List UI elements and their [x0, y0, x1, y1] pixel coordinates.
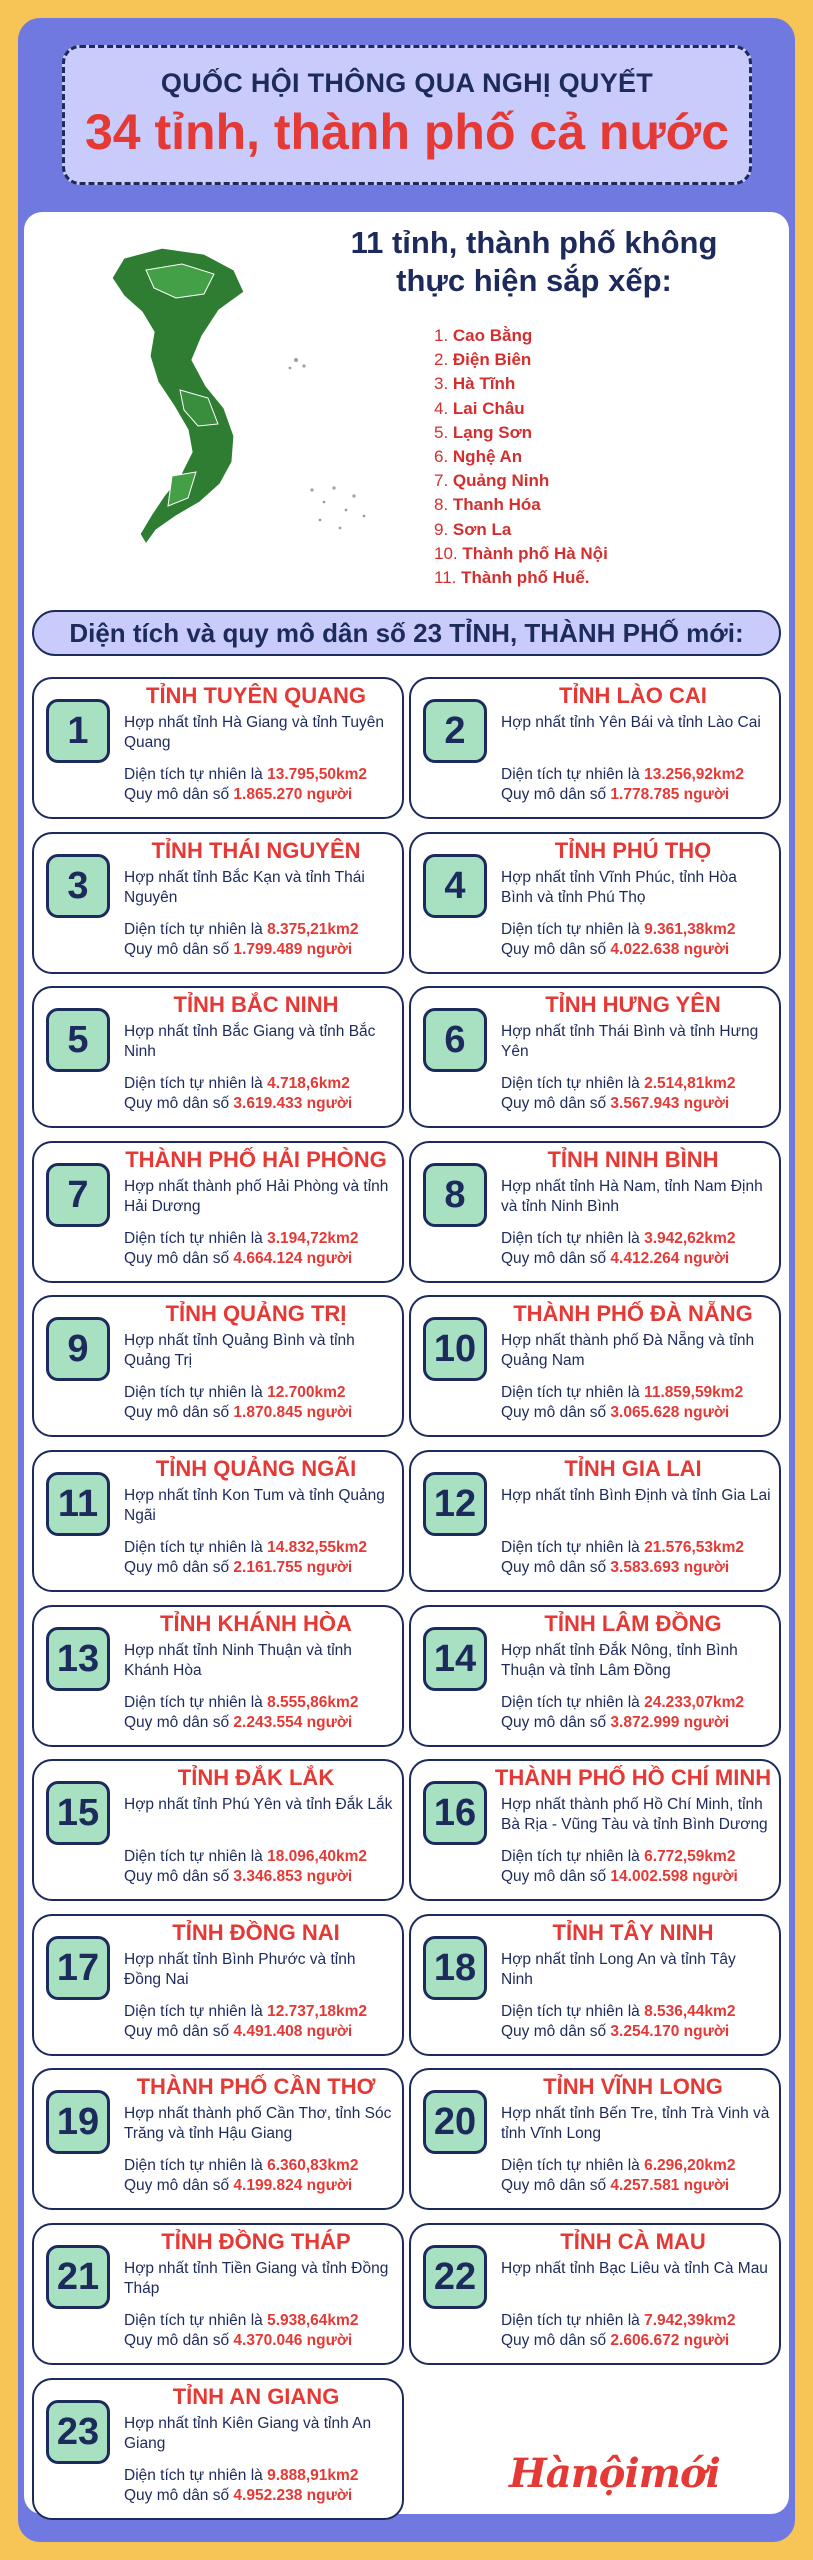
area-label: Diện tích tự nhiên là	[124, 2312, 268, 2329]
province-merge-text: Hợp nhất tỉnh Đắk Nông, tỉnh Bình Thuận và tỉnh Lâm Đồng	[501, 1642, 738, 1679]
province-number-badge: 17	[46, 1936, 110, 2000]
province-merge-text: Hợp nhất tỉnh Kon Tum và tỉnh Quảng Ngãi	[124, 1487, 385, 1524]
population-value: 4.664.124 người	[233, 1250, 353, 1267]
population-label: Quy mô dân số	[124, 1868, 234, 1885]
province-card	[32, 2223, 404, 2365]
province-stats	[124, 920, 398, 960]
population-line	[124, 1249, 398, 1269]
population-value: 2.243.554 người	[233, 1714, 353, 1731]
province-number-badge: 1	[46, 699, 110, 763]
province-stats	[501, 765, 775, 805]
area-line	[124, 1229, 398, 1249]
province-card	[409, 832, 781, 974]
kept-item	[434, 397, 608, 421]
population-value: 1.799.489 người	[233, 941, 353, 958]
province-name: TỈNH VĨNH LONG	[543, 2074, 723, 2099]
kept-item-name: Hà Tĩnh	[452, 374, 516, 394]
population-line	[124, 940, 398, 960]
area-value: 3.942,62km2	[644, 1230, 736, 1247]
area-value: 7.942,39km2	[644, 2312, 736, 2329]
population-line	[124, 1713, 398, 1733]
population-line	[501, 1249, 775, 1269]
area-label: Diện tích tự nhiên là	[501, 1848, 645, 1865]
province-card	[409, 1914, 781, 2056]
province-stats	[124, 1383, 398, 1423]
area-value: 12.700km2	[267, 1384, 346, 1401]
province-card	[409, 1759, 781, 1901]
province-card	[409, 1605, 781, 1747]
province-merge-text: Hợp nhất tỉnh Thái Bình và tỉnh Hưng Yên	[501, 1023, 759, 1060]
area-line	[501, 765, 775, 785]
population-label: Quy mô dân số	[501, 1250, 611, 1267]
population-value: 1.865.270 người	[233, 786, 353, 803]
area-label: Diện tích tự nhiên là	[124, 1694, 268, 1711]
province-stats	[124, 1847, 398, 1887]
area-line	[501, 1229, 775, 1249]
area-label: Diện tích tự nhiên là	[124, 1539, 268, 1556]
province-name: TỈNH PHÚ THỌ	[554, 838, 712, 863]
area-value: 18.096,40km2	[267, 1848, 368, 1865]
population-label: Quy mô dân số	[124, 786, 234, 803]
area-label: Diện tích tự nhiên là	[501, 1539, 645, 1556]
population-label: Quy mô dân số	[501, 2332, 611, 2349]
kept-item-number: 4.	[434, 398, 453, 418]
area-label: Diện tích tự nhiên là	[124, 2157, 268, 2174]
title-line1: QUỐC HỘI THÔNG QUA NGHỊ QUYẾT	[160, 68, 654, 98]
population-label: Quy mô dân số	[124, 1714, 234, 1731]
population-value: 4.491.408 người	[233, 2023, 353, 2040]
province-merge-text: Hợp nhất tỉnh Bắc Giang và tỉnh Bắc Ninh	[124, 1023, 376, 1060]
province-stats	[501, 1383, 775, 1423]
province-number-badge: 6	[423, 1008, 487, 1072]
area-label: Diện tích tự nhiên là	[124, 766, 268, 783]
population-line	[501, 785, 775, 805]
area-value: 9.888,91km2	[267, 2467, 359, 2484]
area-value: 5.938,64km2	[267, 2312, 359, 2329]
province-card	[409, 986, 781, 1128]
province-name: TỈNH HƯNG YÊN	[545, 992, 721, 1017]
kept-item	[434, 372, 608, 396]
population-value: 1.870.845 người	[233, 1404, 353, 1421]
province-name: TỈNH ĐỒNG THÁP	[161, 2229, 351, 2254]
population-label: Quy mô dân số	[501, 1095, 611, 1112]
area-value: 3.194,72km2	[267, 1230, 359, 1247]
province-name: TỈNH LÂM ĐỒNG	[544, 1611, 722, 1636]
kept-item-number: 6.	[434, 447, 453, 467]
kept-item-name: Thành phố Hà Nội	[462, 543, 608, 563]
area-label: Diện tích tự nhiên là	[124, 1848, 268, 1865]
kept-item-name: Lai Châu	[452, 398, 525, 418]
province-stats	[124, 1074, 398, 1114]
area-value: 8.375,21km2	[267, 921, 359, 938]
area-label: Diện tích tự nhiên là	[124, 1075, 268, 1092]
kept-item-name: Cao Bằng	[452, 326, 533, 345]
population-line	[124, 2022, 398, 2042]
province-card	[32, 1759, 404, 1901]
population-value: 1.778.785 người	[610, 786, 730, 803]
province-merge-text: Hợp nhất tỉnh Quảng Bình và tỉnh Quảng Trị	[124, 1332, 355, 1369]
province-name: TỈNH ĐỒNG NAI	[172, 1920, 340, 1945]
area-value: 24.233,07km2	[644, 1694, 745, 1711]
province-merge-text: Hợp nhất tỉnh Bến Tre, tỉnh Trà Vinh và tỉnh Vĩnh Long	[501, 2105, 770, 2142]
province-number-badge: 18	[423, 1936, 487, 2000]
population-line	[501, 1403, 775, 1423]
population-line	[501, 1094, 775, 1114]
area-label: Diện tích tự nhiên là	[501, 1694, 645, 1711]
province-number-badge: 13	[46, 1627, 110, 1691]
area-label: Diện tích tự nhiên là	[501, 1075, 645, 1092]
area-value: 11.859,59km2	[644, 1384, 744, 1401]
province-name: TỈNH QUẢNG NGÃI	[155, 1456, 357, 1481]
province-card	[32, 2378, 404, 2520]
kept-item-number: 3.	[434, 374, 453, 394]
province-merge-text: Hợp nhất thành phố Cần Thơ, tỉnh Sóc Trăng và tỉnh Hậu Giang	[124, 2105, 392, 2142]
population-line	[124, 785, 398, 805]
province-card	[409, 1450, 781, 1592]
area-line	[501, 1693, 775, 1713]
title-box	[62, 45, 752, 185]
area-label: Diện tích tự nhiên là	[501, 2003, 645, 2020]
hanoimoi-logo: Hànộimới	[509, 2450, 720, 2497]
area-line	[124, 1383, 398, 1403]
province-card	[32, 677, 404, 819]
province-stats	[124, 1229, 398, 1269]
province-name: TỈNH CÀ MAU	[560, 2229, 706, 2254]
population-value: 3.567.943 người	[610, 1095, 730, 1112]
province-card	[409, 677, 781, 819]
population-line	[501, 2176, 775, 2196]
population-value: 4.199.824 người	[233, 2177, 353, 2194]
area-label: Diện tích tự nhiên là	[501, 2312, 645, 2329]
kept-item-number: 9.	[434, 519, 453, 539]
province-name: TỈNH ĐẮK LẮK	[177, 1765, 335, 1790]
kept-item	[434, 348, 608, 372]
province-name: TỈNH BẮC NINH	[173, 992, 339, 1017]
province-card	[32, 1141, 404, 1283]
area-value: 2.514,81km2	[644, 1075, 736, 1092]
province-card	[32, 1295, 404, 1437]
province-merge-text: Hợp nhất tỉnh Ninh Thuận và tỉnh Khánh Hòa	[124, 1642, 352, 1679]
province-merge-text: Hợp nhất tỉnh Bình Định và tỉnh Gia Lai	[501, 1487, 771, 1504]
kept-title: 11 tỉnh, thành phố không thực hiện sắp xếp:	[350, 225, 718, 298]
kept-item-number: 11.	[434, 568, 462, 588]
area-line	[501, 1538, 775, 1558]
province-name: THÀNH PHỐ HỒ CHÍ MINH	[494, 1765, 772, 1790]
province-name: TỈNH KHÁNH HÒA	[160, 1611, 352, 1636]
population-value: 3.346.853 người	[233, 1868, 353, 1885]
area-line	[124, 1074, 398, 1094]
population-value: 3.619.433 người	[233, 1095, 353, 1112]
province-number-badge: 14	[423, 1627, 487, 1691]
province-number-badge: 9	[46, 1317, 110, 1381]
population-line	[124, 1094, 398, 1114]
area-label: Diện tích tự nhiên là	[124, 2003, 268, 2020]
area-line	[124, 765, 398, 785]
kept-item-number: 10.	[434, 543, 463, 563]
province-number-badge: 21	[46, 2245, 110, 2309]
population-value: 3.065.628 người	[610, 1404, 730, 1421]
province-number-badge: 11	[46, 1472, 110, 1536]
population-line	[501, 1867, 775, 1887]
province-number-badge: 16	[423, 1781, 487, 1845]
area-label: Diện tích tự nhiên là	[501, 766, 645, 783]
population-label: Quy mô dân số	[124, 1250, 234, 1267]
area-line	[501, 2311, 775, 2331]
area-line	[124, 2466, 398, 2486]
title-line2: 34 tỉnh, thành phố cả nước	[84, 104, 730, 160]
area-line	[501, 1074, 775, 1094]
province-name: THÀNH PHỐ ĐÀ NẴNG	[513, 1301, 753, 1326]
province-number-badge: 5	[46, 1008, 110, 1072]
province-number-badge: 4	[423, 854, 487, 918]
population-line	[124, 2331, 398, 2351]
province-stats	[501, 1074, 775, 1114]
kept-item-name: Thanh Hóa	[452, 495, 541, 515]
province-merge-text: Hợp nhất tỉnh Bạc Liêu và tỉnh Cà Mau	[501, 2260, 768, 2277]
area-line	[124, 920, 398, 940]
province-stats	[501, 1538, 775, 1578]
population-label: Quy mô dân số	[501, 786, 611, 803]
population-label: Quy mô dân số	[501, 941, 611, 958]
population-value: 4.022.638 người	[610, 941, 730, 958]
province-stats	[124, 1538, 398, 1578]
population-value: 4.952.238 người	[233, 2487, 353, 2504]
population-line	[501, 2331, 775, 2351]
area-line	[124, 2311, 398, 2331]
population-label: Quy mô dân số	[501, 1559, 611, 1576]
kept-item	[434, 469, 608, 493]
area-label: Diện tích tự nhiên là	[124, 1230, 268, 1247]
population-value: 2.161.755 người	[233, 1559, 353, 1576]
province-number-badge: 23	[46, 2400, 110, 2464]
province-merge-text: Hợp nhất tỉnh Bắc Kạn và tỉnh Thái Nguyên	[124, 869, 365, 906]
population-label: Quy mô dân số	[501, 1714, 611, 1731]
province-merge-text: Hợp nhất tỉnh Hà Nam, tỉnh Nam Định và tỉnh Ninh Bình	[501, 1178, 763, 1215]
kept-item	[434, 518, 608, 542]
area-value: 6.772,59km2	[644, 1848, 736, 1865]
population-label: Quy mô dân số	[501, 2023, 611, 2040]
kept-item-number: 7.	[434, 471, 453, 491]
province-merge-text: Hợp nhất tỉnh Phú Yên và tỉnh Đắk Lắk	[124, 1796, 393, 1813]
area-line	[501, 920, 775, 940]
area-line	[501, 1847, 775, 1867]
province-card	[32, 832, 404, 974]
area-label: Diện tích tự nhiên là	[124, 1384, 268, 1401]
area-value: 21.576,53km2	[644, 1539, 745, 1556]
kept-item-number: 1.	[434, 326, 453, 345]
kept-item-name: Lạng Sơn	[452, 422, 533, 442]
province-name: TỈNH GIA LAI	[564, 1456, 702, 1481]
population-label: Quy mô dân số	[501, 1404, 611, 1421]
area-label: Diện tích tự nhiên là	[124, 2467, 268, 2484]
province-stats	[501, 1847, 775, 1887]
province-merge-text: Hợp nhất tỉnh Vĩnh Phúc, tỉnh Hòa Bình và tỉnh Phú Thọ	[501, 869, 737, 906]
population-line	[124, 1403, 398, 1423]
population-line	[124, 1867, 398, 1887]
section-title: Diện tích và quy mô dân số 23 TỈNH, THÀNH PHỐ mới:	[32, 610, 781, 656]
province-number-badge: 12	[423, 1472, 487, 1536]
population-line	[124, 2176, 398, 2196]
population-value: 4.412.264 người	[610, 1250, 730, 1267]
province-merge-text: Hợp nhất tỉnh Tiền Giang và tỉnh Đồng Tháp	[124, 2260, 389, 2297]
population-label: Quy mô dân số	[124, 1095, 234, 1112]
population-line	[501, 1558, 775, 1578]
province-number-badge: 22	[423, 2245, 487, 2309]
population-line	[501, 940, 775, 960]
province-name: TỈNH AN GIANG	[172, 2384, 340, 2409]
province-card	[32, 2068, 404, 2210]
province-stats	[124, 2156, 398, 2196]
population-label: Quy mô dân số	[501, 1868, 611, 1885]
province-number-badge: 20	[423, 2090, 487, 2154]
province-stats	[124, 2311, 398, 2351]
population-line	[124, 1558, 398, 1578]
content-panel	[24, 212, 789, 2514]
province-merge-text: Hợp nhất thành phố Đà Nẵng và tỉnh Quảng Nam	[501, 1332, 755, 1369]
population-line	[124, 2486, 398, 2506]
population-value: 3.583.693 người	[610, 1559, 730, 1576]
province-stats	[124, 765, 398, 805]
province-card	[409, 1295, 781, 1437]
area-line	[124, 1693, 398, 1713]
province-card	[32, 1914, 404, 2056]
kept-item-name: Thành phố Huế.	[461, 568, 590, 588]
province-stats	[124, 2002, 398, 2042]
province-name: TỈNH QUẢNG TRỊ	[165, 1301, 347, 1326]
area-line	[124, 1847, 398, 1867]
kept-item-number: 2.	[434, 350, 453, 370]
kept-list	[434, 324, 608, 590]
kept-item	[434, 324, 608, 348]
population-label: Quy mô dân số	[124, 2023, 234, 2040]
province-merge-text: Hợp nhất thành phố Hồ Chí Minh, tỉnh Bà Rịa - Vũng Tàu và tỉnh Bình Dương	[501, 1796, 768, 1833]
area-line	[124, 1538, 398, 1558]
province-number-badge: 15	[46, 1781, 110, 1845]
province-name: THÀNH PHỐ CẦN THƠ	[136, 2074, 376, 2099]
kept-item-name: Nghệ An	[452, 447, 523, 467]
province-merge-text: Hợp nhất tỉnh Kiên Giang và tỉnh An Giang	[124, 2415, 372, 2452]
province-name: TỈNH NINH BÌNH	[547, 1147, 719, 1172]
province-merge-text: Hợp nhất tỉnh Yên Bái và tỉnh Lào Cai	[501, 714, 761, 731]
kept-item-name: Sơn La	[452, 519, 512, 539]
population-value: 3.872.999 người	[610, 1714, 730, 1731]
province-card	[409, 2068, 781, 2210]
area-label: Diện tích tự nhiên là	[501, 1384, 645, 1401]
population-label: Quy mô dân số	[124, 2332, 234, 2349]
province-stats	[501, 1229, 775, 1269]
area-line	[501, 1383, 775, 1403]
area-line	[124, 2156, 398, 2176]
province-number-badge: 7	[46, 1163, 110, 1227]
province-stats	[501, 920, 775, 960]
province-name: TỈNH TUYÊN QUANG	[146, 683, 366, 708]
population-label: Quy mô dân số	[501, 2177, 611, 2194]
province-stats	[501, 1693, 775, 1733]
province-merge-text: Hợp nhất tỉnh Long An và tỉnh Tây Ninh	[501, 1951, 736, 1988]
population-value: 2.606.672 người	[610, 2332, 730, 2349]
area-value: 8.555,86km2	[267, 1694, 359, 1711]
kept-item-number: 8.	[434, 495, 453, 515]
population-value: 4.257.581 người	[610, 2177, 730, 2194]
area-value: 14.832,55km2	[267, 1539, 368, 1556]
province-card	[32, 1450, 404, 1592]
province-card	[409, 2223, 781, 2365]
province-number-badge: 3	[46, 854, 110, 918]
area-label: Diện tích tự nhiên là	[501, 1230, 645, 1247]
area-value: 6.296,20km2	[644, 2157, 736, 2174]
area-value: 6.360,83km2	[267, 2157, 359, 2174]
area-line	[501, 2002, 775, 2022]
province-stats	[501, 2156, 775, 2196]
province-name: TỈNH TÂY NINH	[552, 1920, 714, 1945]
population-line	[501, 2022, 775, 2042]
province-stats	[501, 2002, 775, 2042]
kept-item	[434, 445, 608, 469]
population-label: Quy mô dân số	[124, 1559, 234, 1576]
area-line	[501, 2156, 775, 2176]
province-stats	[501, 2311, 775, 2351]
province-card	[32, 986, 404, 1128]
area-value: 9.361,38km2	[644, 921, 736, 938]
province-name: TỈNH THÁI NGUYÊN	[151, 838, 361, 863]
province-number-badge: 19	[46, 2090, 110, 2154]
population-value: 4.370.046 người	[233, 2332, 353, 2349]
province-number-badge: 10	[423, 1317, 487, 1381]
population-value: 14.002.598 người	[610, 1868, 738, 1885]
area-value: 13.795,50km2	[267, 766, 368, 783]
kept-item-number: 5.	[434, 422, 453, 442]
province-name: TỈNH LÀO CAI	[559, 683, 707, 708]
province-stats	[124, 1693, 398, 1733]
population-label: Quy mô dân số	[124, 941, 234, 958]
population-value: 3.254.170 người	[610, 2023, 730, 2040]
area-value: 8.536,44km2	[644, 2003, 736, 2020]
kept-item	[434, 421, 608, 445]
area-label: Diện tích tự nhiên là	[501, 921, 645, 938]
population-label: Quy mô dân số	[124, 2487, 234, 2504]
province-stats	[124, 2466, 398, 2506]
area-value: 13.256,92km2	[644, 766, 745, 783]
kept-item	[434, 493, 608, 517]
area-value: 4.718,6km2	[267, 1075, 350, 1092]
province-number-badge: 2	[423, 699, 487, 763]
kept-item	[434, 566, 608, 590]
population-line	[501, 1713, 775, 1733]
population-label: Quy mô dân số	[124, 2177, 234, 2194]
province-merge-text: Hợp nhất tỉnh Hà Giang và tỉnh Tuyên Quang	[124, 714, 385, 751]
kept-item	[434, 542, 608, 566]
province-name: THÀNH PHỐ HẢI PHÒNG	[125, 1147, 387, 1172]
population-label: Quy mô dân số	[124, 1404, 234, 1421]
province-number-badge: 8	[423, 1163, 487, 1227]
province-merge-text: Hợp nhất thành phố Hải Phòng và tỉnh Hải Dương	[124, 1178, 389, 1215]
kept-item-name: Quảng Ninh	[452, 471, 550, 491]
province-card	[32, 1605, 404, 1747]
area-label: Diện tích tự nhiên là	[124, 921, 268, 938]
province-merge-text: Hợp nhất tỉnh Bình Phước và tỉnh Đồng Nai	[124, 1951, 356, 1988]
area-value: 12.737,18km2	[267, 2003, 368, 2020]
area-label: Diện tích tự nhiên là	[501, 2157, 645, 2174]
kept-item-name: Điện Biên	[452, 350, 532, 370]
area-line	[124, 2002, 398, 2022]
province-card	[409, 1141, 781, 1283]
